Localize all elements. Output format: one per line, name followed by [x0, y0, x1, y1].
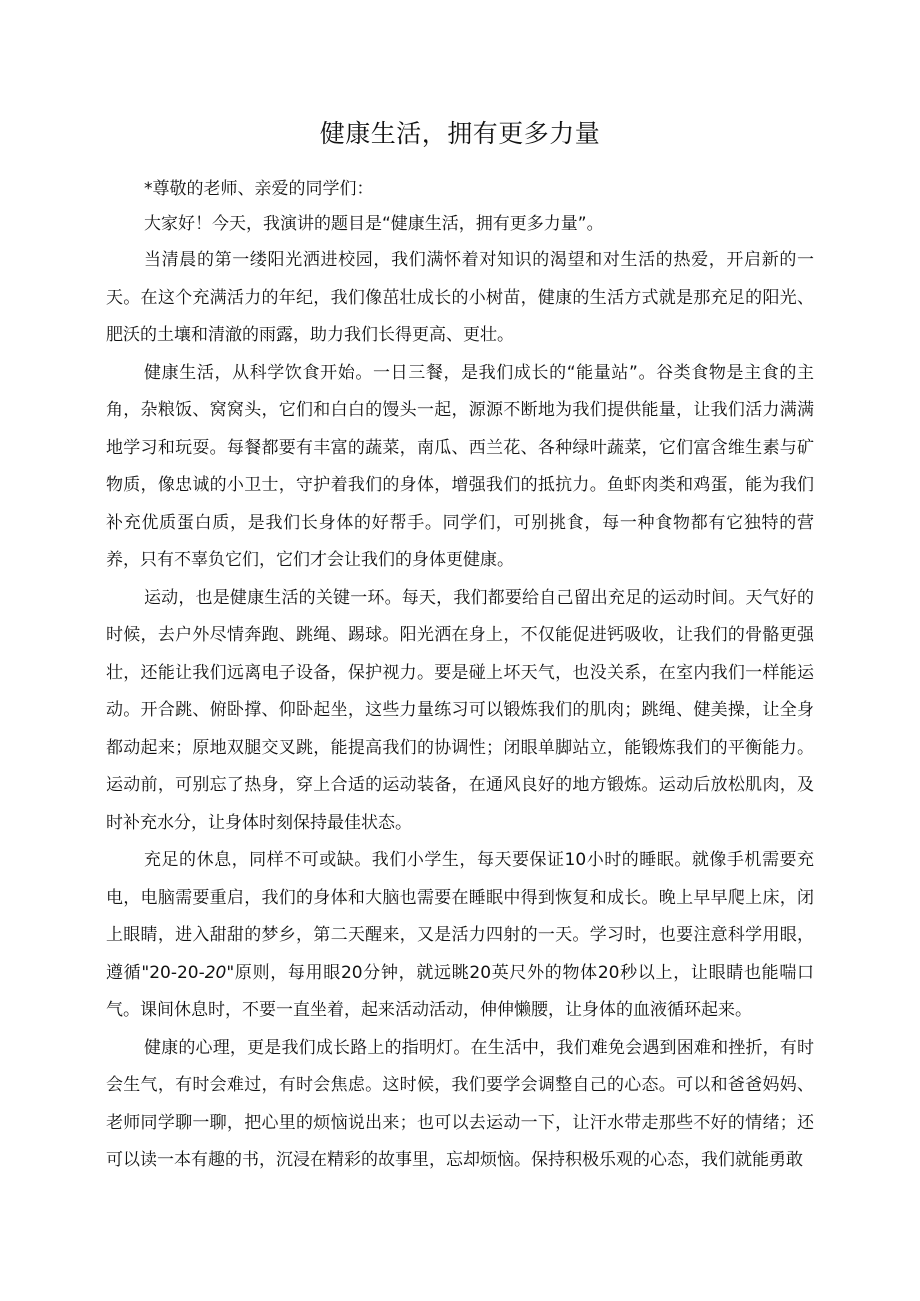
- paragraph-intro: 当清晨的第一缕阳光洒进校园，我们满怀着对知识的渴望和对生活的热爱，开启新的一天。在这个充满活力的年纪，我们像茁壮成长的小树苗，健康的生活方式就是那充足的阳光、肥沃的土壤和清澈的雨露，助力我们长得更高、更壮。: [106, 250, 814, 345]
- paragraph-rest-text-2: "原则，每用眼20分钟，就远眺20英尺外的物体20秒以上，让眼睛也能喘口气。课间休息时，不要一直坐着，起来活动活动，伸伸懒腰，让身体的血液循环起来。: [106, 962, 815, 1020]
- paragraph-diet: 健康生活，从科学饮食开始。一日三餐，是我们成长的“能量站”。谷类食物是主食的主角，杂粮饭、窝窝头，它们和白白的馒头一起，源源不断地为我们提供能量，让我们活力满满地学习和玩耍。每餐都要有丰富的蔬菜，南瓜、西兰花、各种绿叶蔬菜，它们富含维生素与矿物质，像忠诚的小卫士，守护着我们的身体，增强我们的抵抗力。鱼虾肉类和鸡蛋，能为我们补充优质蛋白质，是我们长身体的好帮手。同学们，可别挑食，每一种食物都有它独特的营养，只有不辜负它们，它们才会让我们的身体更健康。: [106, 362, 814, 570]
- document-title: 健康生活，拥有更多力量: [319, 119, 601, 148]
- paragraph-rest: [106, 842, 814, 1030]
- document-page: [106, 110, 814, 1180]
- greeting: 大家好！今天，我演讲的题目是“健康生活，拥有更多力量”。: [144, 214, 604, 234]
- paragraph-rest-rule-italic: 20: [204, 962, 227, 983]
- salutation: *尊敬的老师、亲爱的同学们：: [144, 179, 374, 199]
- paragraph-mental-health: 健康的心理，更是我们成长路上的指明灯。在生活中，我们难免会遇到困难和挫折，有时会生气，有时会难过，有时会焦虑。这时候，我们要学会调整自己的心态。可以和爸爸妈妈、老师同学聊一聊，把心里的烦恼说出来；也可以去运动一下，让汗水带走那些不好的情绪；还可以读一本有趣的书，沉浸在精彩的故事里，忘却烦恼。保持积极乐观的心态，我们就能勇敢: [106, 1037, 814, 1170]
- paragraph-exercise: 运动，也是健康生活的关键一环。每天，我们都要给自己留出充足的运动时间。天气好的时候，去户外尽情奔跑、跳绳、踢球。阳光洒在身上，不仅能促进钙吸收，让我们的骨骼更强壮，还能让我们远离电子设备，保护视力。要是碰上坏天气，也没关系，在室内我们一样能运动。开合跳、俯卧撑、仰卧起坐，这些力量练习可以锻炼我们的肌肉；跳绳、健美操，让全身都动起来；原地双腿交叉跳，能提高我们的协调性；闭眼单脚站立，能锻炼我们的平衡能力。运动前，可别忘了热身，穿上合适的运动装备，在通风良好的地方锻炼。运动后放松肌肉，及时补充水分，让身体时刻保持最佳状态。: [106, 587, 814, 833]
- paragraph-rest-text-1: 充足的休息，同样不可或缺。我们小学生，每天要保证10小时的睡眠。就像手机需要充电，电脑需要重启，我们的身体和大脑也需要在睡眠中得到恢复和成长。晚上早早爬上床，闭上眼睛，进入甜甜的梦乡，第二天醒来，又是活力四射的一天。学习时，也要注意科学用眼，遵循"20-20-: [106, 850, 814, 983]
